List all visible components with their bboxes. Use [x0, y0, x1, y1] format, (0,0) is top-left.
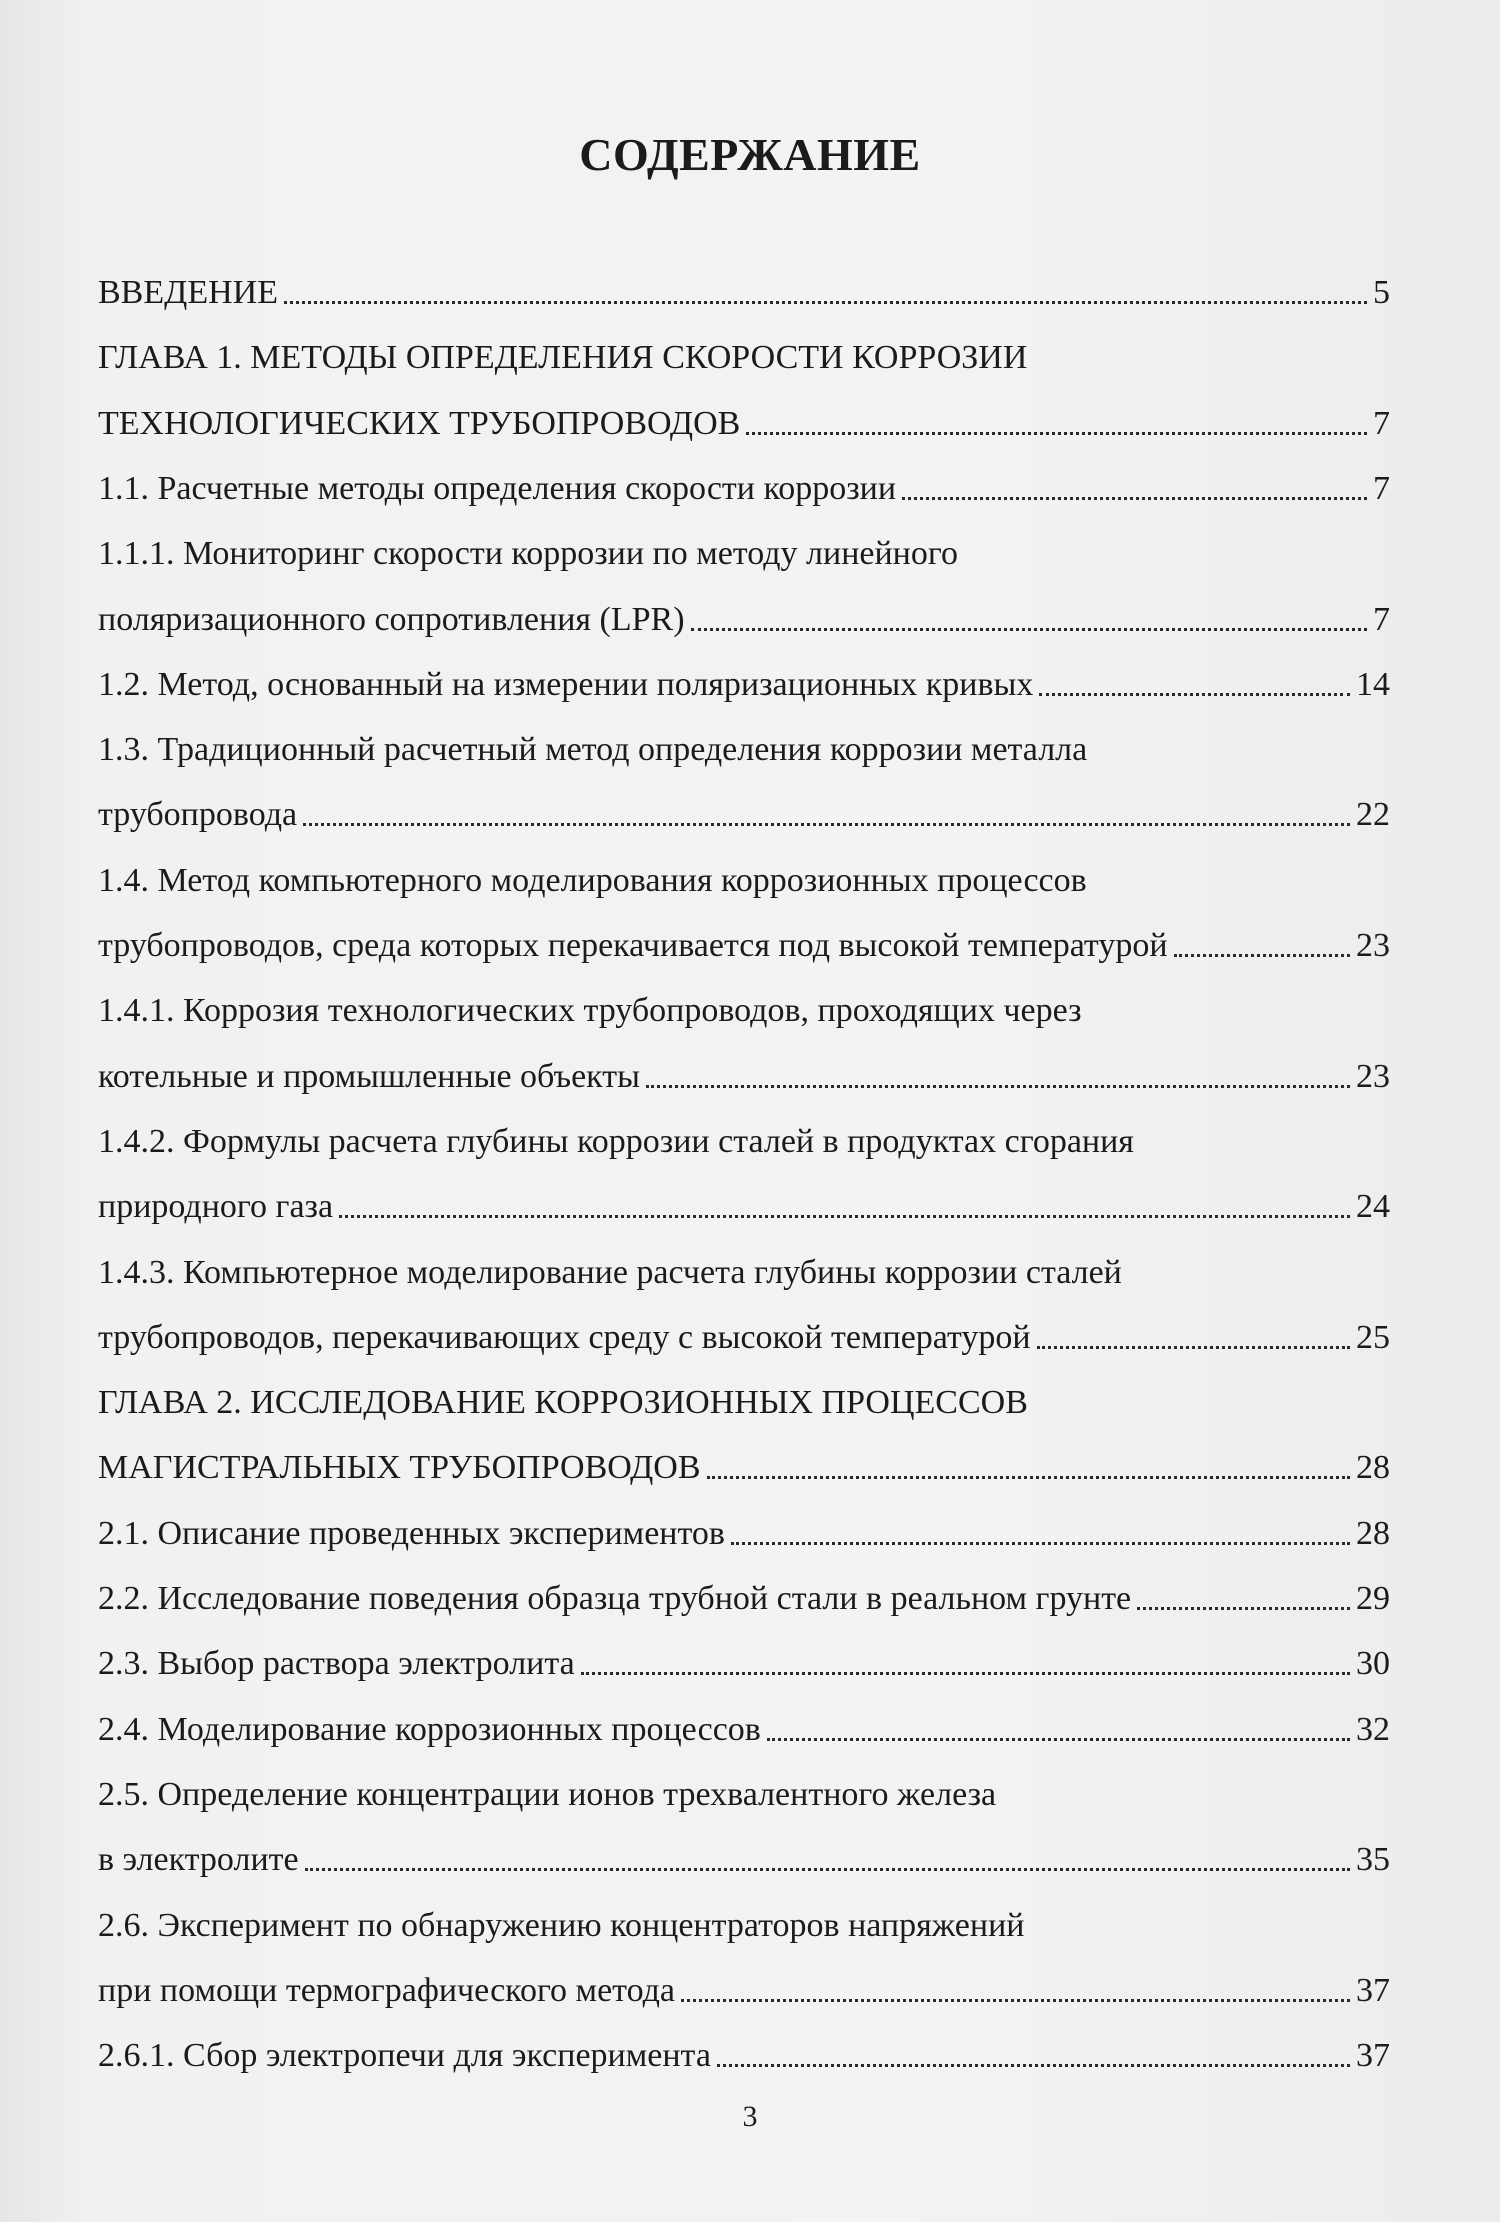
- toc-page-number: 23: [1356, 1057, 1390, 1095]
- toc-dot-leader: [305, 1868, 1350, 1871]
- toc-dot-leader: [681, 1999, 1350, 2002]
- toc-page-number: 7: [1373, 469, 1390, 507]
- toc-entry: [98, 461, 1390, 511]
- toc-entry: [98, 787, 1390, 837]
- toc-entry-text: 2.6.1. Сбор электропечи для эксперимента: [98, 2037, 711, 2075]
- toc-entry-text: поляризационного сопротивления (LPR): [98, 600, 685, 638]
- toc-entry-text: природного газа: [98, 1188, 334, 1226]
- toc-dot-leader: [1137, 1607, 1350, 1610]
- toc-entry: [98, 1832, 1390, 1882]
- toc-page-number: 22: [1356, 796, 1390, 834]
- toc-dot-leader: [691, 628, 1367, 631]
- toc-dot-leader: [646, 1085, 1350, 1088]
- toc-page-number: 37: [1356, 1971, 1390, 2009]
- toc-entry: [98, 1310, 1390, 1360]
- toc-entry-text: 1.4.2. Формулы расчета глубины коррозии сталей в продуктах сгорания: [98, 1122, 1134, 1160]
- page-number: 3: [742, 2100, 758, 2133]
- toc-entry-continuation: [98, 1767, 1390, 1817]
- toc-entry-text: котельные и промышленные объекты: [98, 1057, 640, 1095]
- toc-entry-text: ГЛАВА 1. МЕТОДЫ ОПРЕДЕЛЕНИЯ СКОРОСТИ КОРРОЗИИ: [98, 339, 1028, 377]
- toc-dot-leader: [707, 1476, 1350, 1479]
- toc-entry-text: ГЛАВА 2. ИССЛЕДОВАНИЕ КОРРОЗИОННЫХ ПРОЦЕССОВ: [98, 1384, 1028, 1422]
- toc-entry: [98, 2028, 1390, 2078]
- toc-entry-text: МАГИСТРАЛЬНЫХ ТРУБОПРОВОДОВ: [98, 1449, 701, 1487]
- toc-entry-text: 1.4.3. Компьютерное моделирование расчета глубины коррозии сталей: [98, 1253, 1122, 1291]
- toc-entry-text: 2.5. Определение концентрации ионов трехвалентного железа: [98, 1775, 997, 1813]
- toc-entry-continuation: [98, 526, 1390, 576]
- toc-entry: [98, 396, 1390, 446]
- toc-entry: [98, 1179, 1390, 1229]
- toc-dot-leader: [303, 823, 1350, 826]
- toc-entry-continuation: [98, 1898, 1390, 1948]
- toc-page-number: 5: [1373, 274, 1390, 311]
- toc-entry-text: 2.4. Моделирование коррозионных процессов: [98, 1710, 761, 1748]
- toc-page-number: 7: [1373, 600, 1390, 638]
- toc-entry-continuation: [98, 330, 1390, 380]
- toc-dot-leader: [1039, 693, 1350, 696]
- toc-entry-text: 2.3. Выбор раствора электролита: [98, 1645, 575, 1683]
- toc-entry-text: 2.6. Эксперимент по обнаружению концентраторов напряжений: [98, 1906, 1025, 1944]
- toc-entry-text: трубопроводов, среда которых перекачивается под высокой температурой: [98, 927, 1168, 964]
- toc-entry: [98, 1506, 1390, 1556]
- toc-entry-text: 1.4. Метод компьютерного моделирования коррозионных процессов: [98, 861, 1087, 899]
- toc-page-number: 32: [1356, 1710, 1390, 1748]
- toc-entry-text: при помощи термографического метода: [98, 1971, 675, 2009]
- toc-page-number: 28: [1356, 1449, 1390, 1487]
- toc-entry-continuation: [98, 1245, 1390, 1295]
- toc-dot-leader: [1037, 1346, 1350, 1349]
- toc-dot-leader: [339, 1215, 1350, 1218]
- toc-entry-continuation: [98, 853, 1390, 903]
- toc-page-number: 37: [1356, 2037, 1390, 2075]
- toc-entry-continuation: [98, 1375, 1390, 1425]
- toc-page-number: 30: [1356, 1645, 1390, 1683]
- toc-page-number: 24: [1356, 1188, 1390, 1226]
- toc-entry-continuation: [98, 722, 1390, 772]
- toc-entry: [98, 657, 1390, 707]
- toc-entry-text: 1.1. Расчетные методы определения скорости коррозии: [98, 469, 897, 507]
- toc-dot-leader: [1174, 954, 1350, 957]
- toc-entry-text: ВВЕДЕНИЕ: [98, 274, 278, 311]
- toc-entry: [98, 1440, 1390, 1490]
- toc-entry-text: трубопровода: [98, 796, 298, 834]
- toc-entry: [98, 1636, 1390, 1686]
- toc-entry: [98, 265, 1390, 315]
- toc-entry: [98, 592, 1390, 642]
- toc-page-number: 28: [1356, 1514, 1390, 1552]
- toc-entry: [98, 1963, 1390, 2013]
- toc-dot-leader: [731, 1542, 1350, 1545]
- toc-dot-leader: [767, 1738, 1350, 1741]
- toc-dot-leader: [717, 2064, 1350, 2067]
- toc-entry: [98, 1571, 1390, 1621]
- toc-entry-text: трубопроводов, перекачивающих среду с высокой температурой: [98, 1318, 1031, 1356]
- toc-entry-continuation: [98, 983, 1390, 1033]
- toc-page-number: 14: [1356, 665, 1390, 703]
- toc-entry: [98, 918, 1390, 968]
- toc-page-number: 25: [1356, 1318, 1390, 1356]
- toc-entry-text: 1.4.1. Коррозия технологических трубопроводов, проходящих через: [98, 992, 1082, 1030]
- toc-dot-leader: [746, 432, 1367, 435]
- toc-entry-text: 1.2. Метод, основанный на измерении поляризационных кривых: [98, 665, 1034, 703]
- toc-page-number: 29: [1356, 1580, 1390, 1617]
- toc-dot-leader: [581, 1672, 1350, 1675]
- toc-dot-leader: [902, 497, 1367, 500]
- toc-page-number: 35: [1356, 1841, 1390, 1879]
- toc-entry: [98, 1049, 1390, 1099]
- toc-entry-continuation: [98, 1114, 1390, 1164]
- toc-entry-text: 1.1.1. Мониторинг скорости коррозии по методу линейного: [98, 535, 958, 573]
- toc-page-number: 7: [1373, 404, 1390, 442]
- toc-entry: [98, 1702, 1390, 1752]
- toc-entry-text: 2.1. Описание проведенных экспериментов: [98, 1514, 725, 1552]
- toc-entry-text: 1.3. Традиционный расчетный метод определения коррозии металла: [98, 731, 1088, 769]
- toc-dot-leader: [284, 301, 1367, 304]
- toc-entry-text: ТЕХНОЛОГИЧЕСКИХ ТРУБОПРОВОДОВ: [98, 404, 741, 442]
- page-title: СОДЕРЖАНИЕ: [579, 129, 921, 180]
- toc-page-number: 23: [1356, 927, 1390, 964]
- toc-entry-text: 2.2. Исследование поведения образца трубной стали в реальном грунте: [98, 1580, 1132, 1617]
- toc-entry-text: в электролите: [98, 1841, 299, 1879]
